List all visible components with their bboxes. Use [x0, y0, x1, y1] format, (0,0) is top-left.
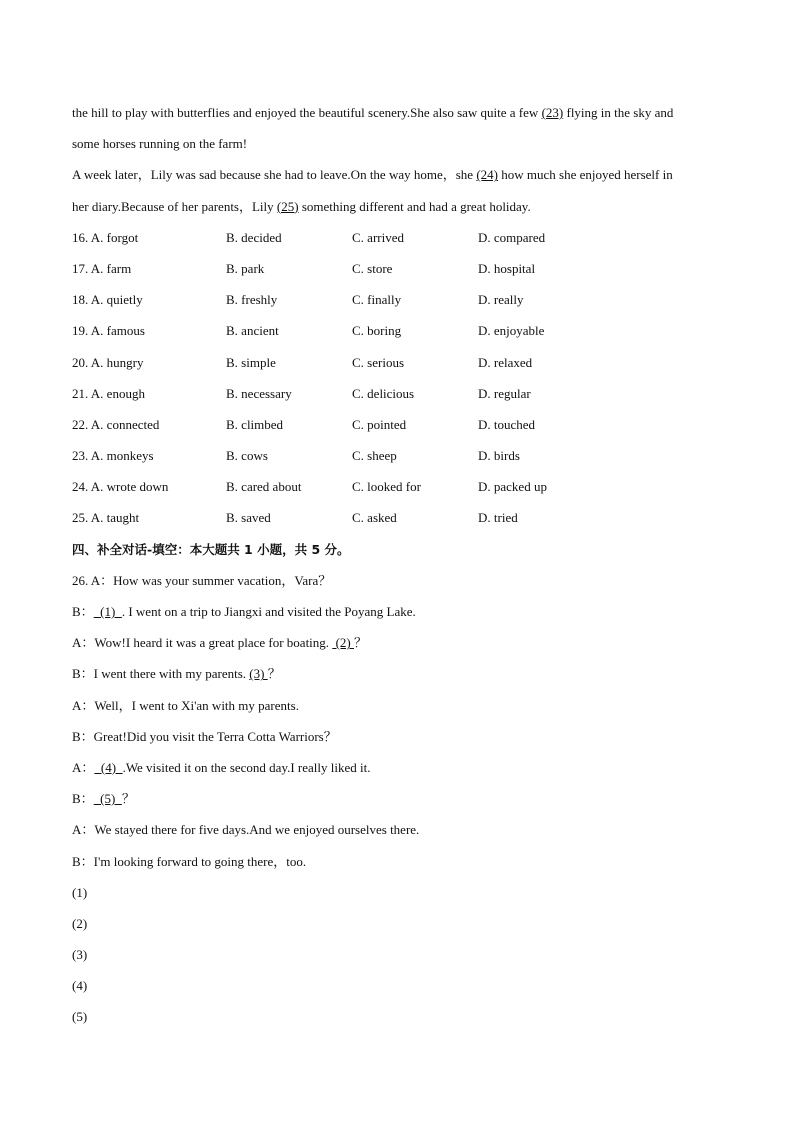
dialogue-line-8 — [72, 787, 722, 818]
blank-25: (25) — [276, 198, 299, 214]
question-16 — [72, 226, 722, 257]
option-b: B. ancient — [226, 323, 279, 339]
dialogue-text: B：I went there with my parents. — [72, 666, 250, 682]
dialogue-text: B： — [72, 791, 94, 807]
question-17 — [72, 257, 722, 288]
answer-label-4: (4) — [72, 978, 88, 994]
option-b: B. decided — [226, 229, 282, 245]
question-20 — [72, 351, 722, 382]
dialogue-text: A： — [72, 759, 95, 775]
answer-label-3: (3) — [72, 947, 88, 963]
option-d: D. tried — [478, 510, 518, 526]
option-d: D. compared — [478, 229, 546, 245]
dialogue-text: B：Great!Did you visit the Terra Cotta Warriors？ — [72, 728, 337, 744]
option-a: 24. A. wrote down — [72, 479, 169, 495]
dialogue-text: A：We stayed there for five days.And we enjoyed ourselves there. — [72, 822, 420, 838]
dialogue-line-3 — [72, 631, 722, 662]
dialogue-line-6 — [72, 725, 722, 756]
dialogue-text: B： — [72, 604, 94, 619]
option-c: C. asked — [352, 510, 397, 526]
section-title: 四、补全对话-填空：本大题共 1 小题，共 5 分。 — [72, 541, 350, 557]
blank-1: (1) — [93, 604, 122, 619]
option-a: 19. A. famous — [72, 323, 145, 339]
passage-line-2 — [72, 132, 722, 163]
question-24 — [72, 475, 722, 506]
option-d: D. birds — [478, 448, 520, 464]
question-21 — [72, 382, 722, 413]
answer-label-5: (5) — [72, 1009, 88, 1025]
passage-line-1 — [72, 101, 722, 132]
dialogue-text: A：Well，I went to Xi'an with my parents. — [72, 697, 299, 713]
document-page — [72, 101, 722, 1037]
question-23 — [72, 444, 722, 475]
dialogue-text: ？ — [267, 666, 281, 682]
blank-3: (3) — [249, 666, 268, 682]
option-a: 21. A. enough — [72, 385, 145, 401]
option-c: C. arrived — [352, 229, 404, 245]
blank-2: (2) — [332, 635, 354, 651]
answer-label-2: (2) — [72, 915, 88, 931]
passage-text: some horses running on the farm! — [72, 136, 248, 152]
dialogue-text: . I went on a trip to Jiangxi and visited the Poyang Lake. — [121, 604, 416, 619]
dialogue-text: ？ — [353, 635, 367, 651]
option-d: D. regular — [478, 385, 531, 401]
option-a: 23. A. monkeys — [72, 448, 154, 464]
option-b: B. cared about — [226, 479, 302, 495]
dialogue-line-10 — [72, 850, 722, 881]
option-b: B. cows — [226, 448, 268, 464]
option-a: 17. A. farm — [72, 260, 132, 276]
question-19 — [72, 319, 722, 350]
dialogue-line-9 — [72, 818, 722, 849]
dialogue-line-1 — [72, 569, 722, 600]
option-c: C. serious — [352, 354, 404, 370]
option-d: D. really — [478, 292, 524, 308]
option-c: C. store — [352, 260, 393, 276]
dialogue-text: .We visited it on the second day.I really liked it. — [122, 759, 371, 775]
option-b: B. necessary — [226, 385, 292, 401]
dialogue-line-7 — [72, 756, 722, 787]
option-d: D. packed up — [478, 479, 547, 495]
question-25 — [72, 506, 722, 537]
blank-4: (4) — [94, 759, 123, 775]
option-a: 16. A. forgot — [72, 229, 139, 245]
option-b: B. saved — [226, 510, 271, 526]
option-d: D. touched — [478, 416, 536, 432]
passage-text: something different and had a great holiday. — [298, 198, 531, 214]
dialogue-text: A：Wow!I heard it was a great place for boating. — [72, 635, 333, 651]
passage-text: how much she enjoyed herself in — [498, 167, 673, 183]
question-18 — [72, 288, 722, 319]
option-c: C. delicious — [352, 385, 415, 401]
dialogue-text: 26. A：How was your summer vacation，Vara？ — [72, 572, 332, 588]
blank-24: (24) — [476, 167, 498, 183]
dialogue-line-4 — [72, 662, 722, 693]
option-a: 25. A. taught — [72, 510, 140, 526]
option-b: B. simple — [226, 354, 276, 370]
passage-line-3 — [72, 163, 722, 194]
passage-text: A week later，Lily was sad because she had to leave.On the way home，she — [72, 167, 477, 183]
option-b: B. climbed — [226, 416, 284, 432]
passage-line-4 — [72, 195, 722, 226]
blank-5: (5) — [93, 791, 122, 807]
option-d: D. hospital — [478, 260, 536, 276]
option-b: B. freshly — [226, 292, 278, 308]
option-c: C. looked for — [352, 479, 421, 495]
dialogue-line-5 — [72, 694, 722, 725]
passage-text: the hill to play with butterflies and enjoyed the beautiful scenery.She also saw quite a few — [72, 105, 542, 120]
answer-label-1: (1) — [72, 884, 88, 900]
option-c: C. boring — [352, 323, 402, 339]
option-d: D. enjoyable — [478, 323, 545, 339]
option-c: C. finally — [352, 292, 402, 308]
blank-23: (23) — [541, 105, 564, 120]
question-22 — [72, 413, 722, 444]
passage-text: flying in the sky and — [563, 105, 674, 120]
option-a: 22. A. connected — [72, 416, 160, 432]
dialogue-text: ？ — [121, 791, 135, 807]
option-a: 18. A. quietly — [72, 292, 143, 308]
option-d: D. relaxed — [478, 354, 533, 370]
passage-text: her diary.Because of her parents，Lily — [72, 198, 277, 214]
option-a: 20. A. hungry — [72, 354, 144, 370]
option-c: C. pointed — [352, 416, 407, 432]
option-c: C. sheep — [352, 448, 397, 464]
dialogue-text: B：I'm looking forward to going there，too. — [72, 853, 307, 869]
option-b: B. park — [226, 260, 265, 276]
dialogue-line-2 — [72, 600, 722, 631]
